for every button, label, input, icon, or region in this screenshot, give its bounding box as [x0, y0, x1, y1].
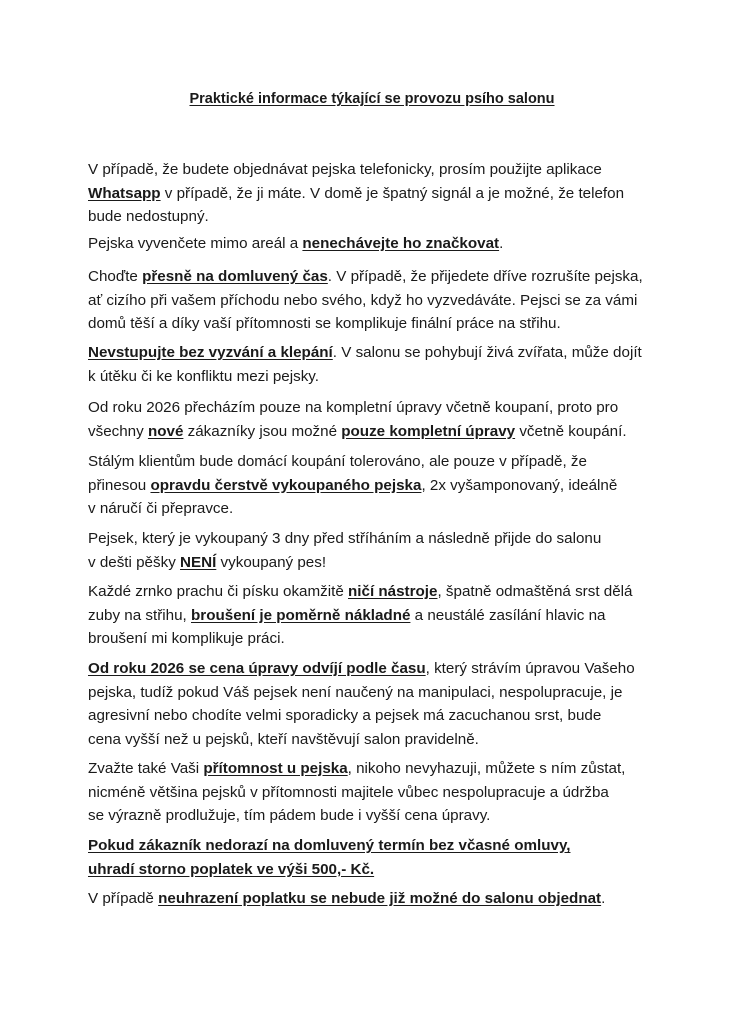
paragraph-storno-fee: Pokud zákazník nedorazí na domluvený termín bez včasné omluvy, uhradí storno poplatek ve výši 500,- Kč.: [88, 837, 571, 878]
paragraph-complete-grooming: Od roku 2026 přecházím pouze na kompletní úpravy včetně koupaní, proto pro všechny nové zákazníky jsou možné pouze kompletní úpravy včetně koupání.: [88, 399, 627, 440]
paragraph-whatsapp: V případě, že budete objednávat pejska telefonicky, prosím použijte aplikace Whatsapp v případě, že ji máte. V domě je špatný signál a je možné, že telefon bude nedostupný.: [88, 161, 625, 225]
paragraph-walk: Pejska vyvenčete mimo areál a nenechávejte ho značkovat.: [88, 235, 504, 252]
paragraph-entry: Nevstupujte bez vyzvání a klepání. V salonu se pohybují živá zvířata, může dojít k útěku či ke konfliktu mezi pejsky.: [88, 344, 642, 385]
paragraph-presence: Zvažte také Vaši přítomnost u pejska, nikoho nevyhazuji, můžete s ním zůstat, nicméně většina pejsků v přítomnosti majitele vůbec nespolupracuje a údržba se výrazně prodlužuje, tím pádem bude i vyšší cena úpravy.: [88, 760, 626, 824]
paragraph-arrival-time: Choďte přesně na domluvený čas. V případě, že přijedete dříve rozrušíte pejska, ať cizího při vašem příchodu nebo svého, když ho vyzvedáváte. Pejsci se za vámi domů těší a díky vaší přítomnosti se komplikuje finální práce na střihu.: [88, 268, 643, 332]
paragraph-tools: Každé zrnko prachu či písku okamžitě ničí nástroje, špatně odmaštěná srst dělá zuby na střihu, broušení je poměrně nákladné a neustálé zasílání hlavic na broušení mi komplikuje práci.: [88, 583, 633, 647]
paragraph-home-bathing: Stálým klientům bude domácí koupání tolerováno, ale pouze v případě, že přinesou opravdu čerstvě vykoupaného pejska, 2x vyšamponovaný, ideálně v náručí či přepravce.: [88, 453, 618, 517]
paragraph-not-bathed: Pejsek, který je vykoupaný 3 dny před stříháním a následně přijde do salonu v dešti pěšky NENÍ vykoupaný pes!: [88, 530, 602, 571]
paragraph-price-time: Od roku 2026 se cena úpravy odvíjí podle času, který strávím úpravou Vašeho pejska, tudíž pokud Váš pejsek není naučený na manipulaci, nespolupracuje, je agresivní nebo chodíte velmi sporadicky a pejsek má zacuchanou srst, bude cena vyšší než u pejsků, kteří navštěvují salon pravidelně.: [88, 660, 635, 748]
paragraph-unpaid-fee: V případě neuhrazení poplatku se nebude již možné do salonu objednat.: [88, 890, 606, 907]
document-title: Praktické informace týkající se provozu psího salonu: [189, 91, 555, 107]
